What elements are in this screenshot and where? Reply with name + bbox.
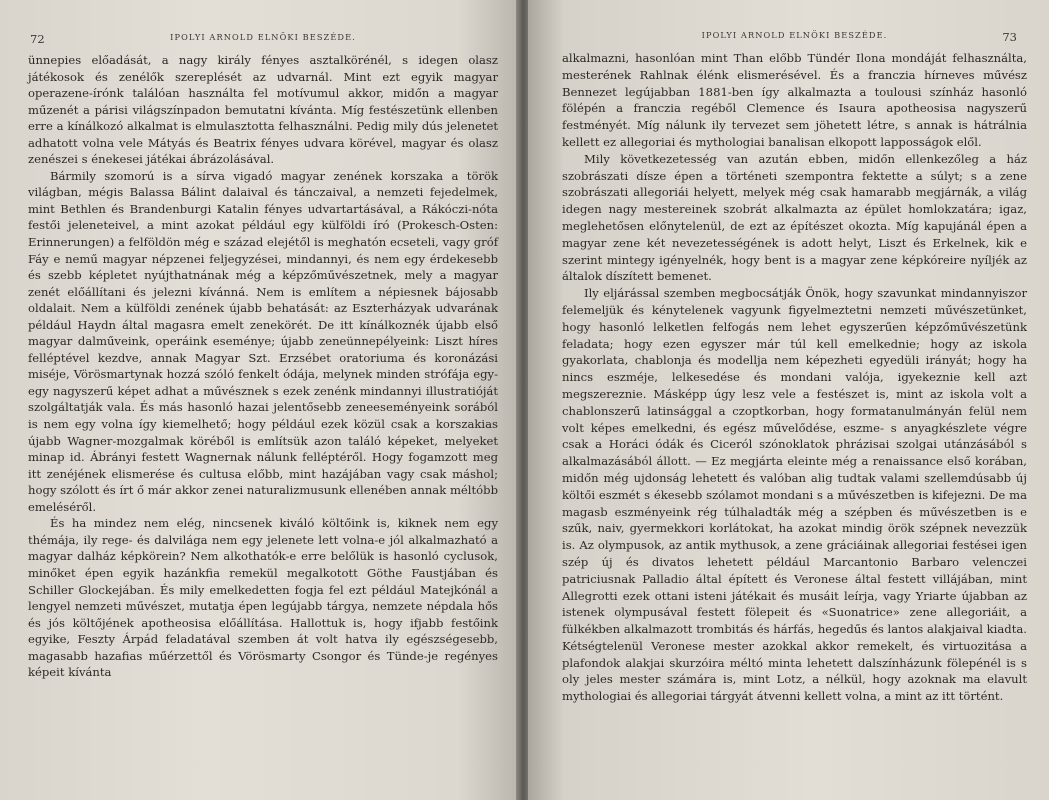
running-head [562,30,1027,50]
paragraph: Mily következetesség van azután ebben, midőn ellenkezőleg a ház szobrászati dísze épen a történeti szempontra fektette a súlyt; s a zene szobrászati allegoriái helyett, melyek még csak hamarabb megjárnák, a világ idegen nagy mestereinek szobrát alkalmazta az épület homlokzatára; igaz, meglehetősen előnytelenül, de ezt az építészet okozta. Míg kapujánál épen a magyar zene két nevezetességének is adott helyt, Liszt és Erkelnek, kik e szerint mintegy igényelnék, hogy bent is a magyar zene képkóreire nyíljék az általok díszített bemenet. [562,151,1027,284]
running-head [28,32,498,52]
running-head-title: IPOLYI ARNOLD ELNÖKI BESZÉDE. [170,32,356,42]
paragraph: És ha mindez nem elég, nincsenek kiváló költőink is, kiknek nem egy thémája, ily rege- és dalvilága nem egy jelenete lett volna-e jól alkalmazható a magyar dalház képkörein? Nem alkothatók-e erre belőlük is hasonló cyclusok, minőket épen egyik hazánkfia remekül megalkotott Göthe Faustjában és Schiller Glockejában. És mily emelkedetten fogja fel ezt például Matejkónál a lengyel nemzeti művészet, mutatja épen legújabb tárgya, nemzete népdala hős és jós költőjének apotheosisa előállítása. Hallottuk is, hogy ifjabb festőink egyike, Feszty Árpád feladatával szemben át volt hatva ily egészségesebb, magasabb hazafias műérzettől és Vörösmarty Csongor és Tünde-je regényes képeit kívánta [28,516,498,680]
page-number: 73 [1002,30,1017,44]
running-head-title: IPOLYI ARNOLD ELNÖKI BESZÉDE. [701,30,888,40]
paragraph: Bármily szomorú is a sírva vigadó magyar zenének korszaka a török világban, mégis Balassa Bálint dalaival és tánczaival, a nemzeti fejedelmek, mint Bethlen és Brandenburgi Katalin fényes udvartartásával, a Rákóczi-nóta festői jeleneteivel, a mint azokat például egy külföldi író (Prokesch-Osten: Erinnerungen) a felföldön még e század elejétől is meghatón ecseteli, vagy gróf Fáy e nemű magyar népzenei feljegyzései, mindannyi, és nem egy érdekesebb és szebb képletet nyújthatnának még a képzőművészetnek, mely a magyar zenét előállítani és jelezni kívánná. Nem is említem a népiesnek bájosabb oldalait. Nem a külföldi zenének újabb behatását: az Eszterházyak udvarának például Haydn által magasra emelt zenekörét. De itt kínálkoznék újabb első magyar dalműveink, operáink eseménye; újabb zeneünnepélyeink: Liszt híres felléptével kezdve, annak Magyar Szt. Erzsébet oratoriuma és koronázási miséje, Vörösmartynak hozzá szóló fenkelt ódája, melynek minden strófája egy-egy nagyszerű képet adhat a művésznek s ezek zenénk mindannyi illustratióját szolgáltatják vala. És más hasonló hazai jelentősebb zeneeseményeink sorából is nem egy volna így kiemelhető; hogy például ezek közül csak a korszakias újabb Wagner-mozgalmak köréből is említsük azon találó képeket, melyeket minap id. Ábrányi festett Wagnernak nálunk felléptéről. Hogy fogamzott meg itt zenéjének elismerése és cultusa előbb, mint hazájában vagy csak máshol; hogy szólott és írt ő már akkor zenei naturalizmusunk ellenében annak méltóbb emeléséről. [28,168,498,514]
right-page [528,0,1049,800]
paragraph: ünnepies előadását, a nagy király fényes asztalkörénél, s idegen olasz játékosok és zenélők szereplését az udvarnál. Mint ezt egyik magyar operazene-írónk találóan használta fel motívumul akkor, midőn a magyar műzenét a párisi világszínpadon bemutatni kívánta. Míg festészetünk ellenben erre a kínálkozó alkalmat is elmulasztotta felhasználni. Pedig mily dús jelenetet adhatott volna vele Mátyás és Beatrix fényes udvara körével, magyar és olasz zenészei s énekesei játékai ábrázolásával. [28,53,498,167]
paragraph: alkalmazni, hasonlóan mint Than előbb Tündér Ilona mondáját felhasználta, mesterének Rahlnak élénk elismerésével. És a franczia hírneves művész Bennezet legújabban 1881-ben így alkalmazta a toulousi színház hasonló fölépén a franczia regéből Clemence és Isaura apotheosisa nagyszerű festményét. Míg nálunk ily tervezet sem jöhetett létre, s annak is hátrálnia kellett ez allegoriai és mythologiai banalisan elkopott lapposságok elől. [562,51,1027,149]
left-page [0,0,520,800]
paragraph: Ily eljárással szemben megbocsátják Önök, hogy szavunkat mindannyiszor felemeljük és kénytelenek vagyunk figyelmeztetni nemzeti művészetünket, hogy hasonló lelketlen felfogás nem lehet egyszerűen képzőművészetünk feladata; hogy ezen egyszer már túl kell emelkednie; hogy az iskola gyakorlata, chablonja és modellja nem képezheti egyedüli irányát; hogy ha nincs eszméje, lelkesedése és mondani valója, igyekeznie kell azt megszereznie. Másképp úgy lesz vele a festészet is, mint az iskola volt a chablonszerű latinsággal a czoptkorban, hogy formatanulmányán felül nem volt képes emelkedni, és egész művelődése, eszme- s anyagkészlete végre csak a Horáci ódák és Ciceról szónoklatok phrázisai szolgai utánzásából s alkalmazásából állott. — Ez megjárta eleinte még a renaissance első korában, midőn még ujdonság lehetett és valóban alig tudtak valami szellemdúsabb új költői eszmét s ékesebb szólamot mondani s a művészetben is kifejezni. De ma magasb eszményeink rég túlhaladták még a szépben és művészetben is e szűk, naiv, gyermekkori korlátokat, ha azokat mindig örök szépnek nevezzük is. Az olympusok, az antik mythusok, a zene gráciáinak allegoriai festései igen szép új és divatos lehetett például Marcantonio Barbaro velenczei patriciusnak Palladio által épített és Veronese által festett villájában, mint Allegrotti ezek ottani isteni játékait és musáit leírja, vagy Yriarte újabban az istenek olympusával festett fölepeit és «Suonatrice» zene allegoriáit, a fülkékben alkalmazott trombitás és hárfás, hegedűs és lantos alakjaival kiadta. Kétségtelenül Veronese mester azokkal akkor remekelt, és virtuozitása a plafondok alakjai skurzóira méltó minta lehetett dalszínházunk fölepénél is s oly jeles mester számára is, mint Lotz, a nélkül, hogy azoknak ma elavult mythologiai és allegoriai tárgyát átvenni kellett volna, a mint az itt történt. [562,286,1027,704]
page-number: 72 [30,32,45,46]
